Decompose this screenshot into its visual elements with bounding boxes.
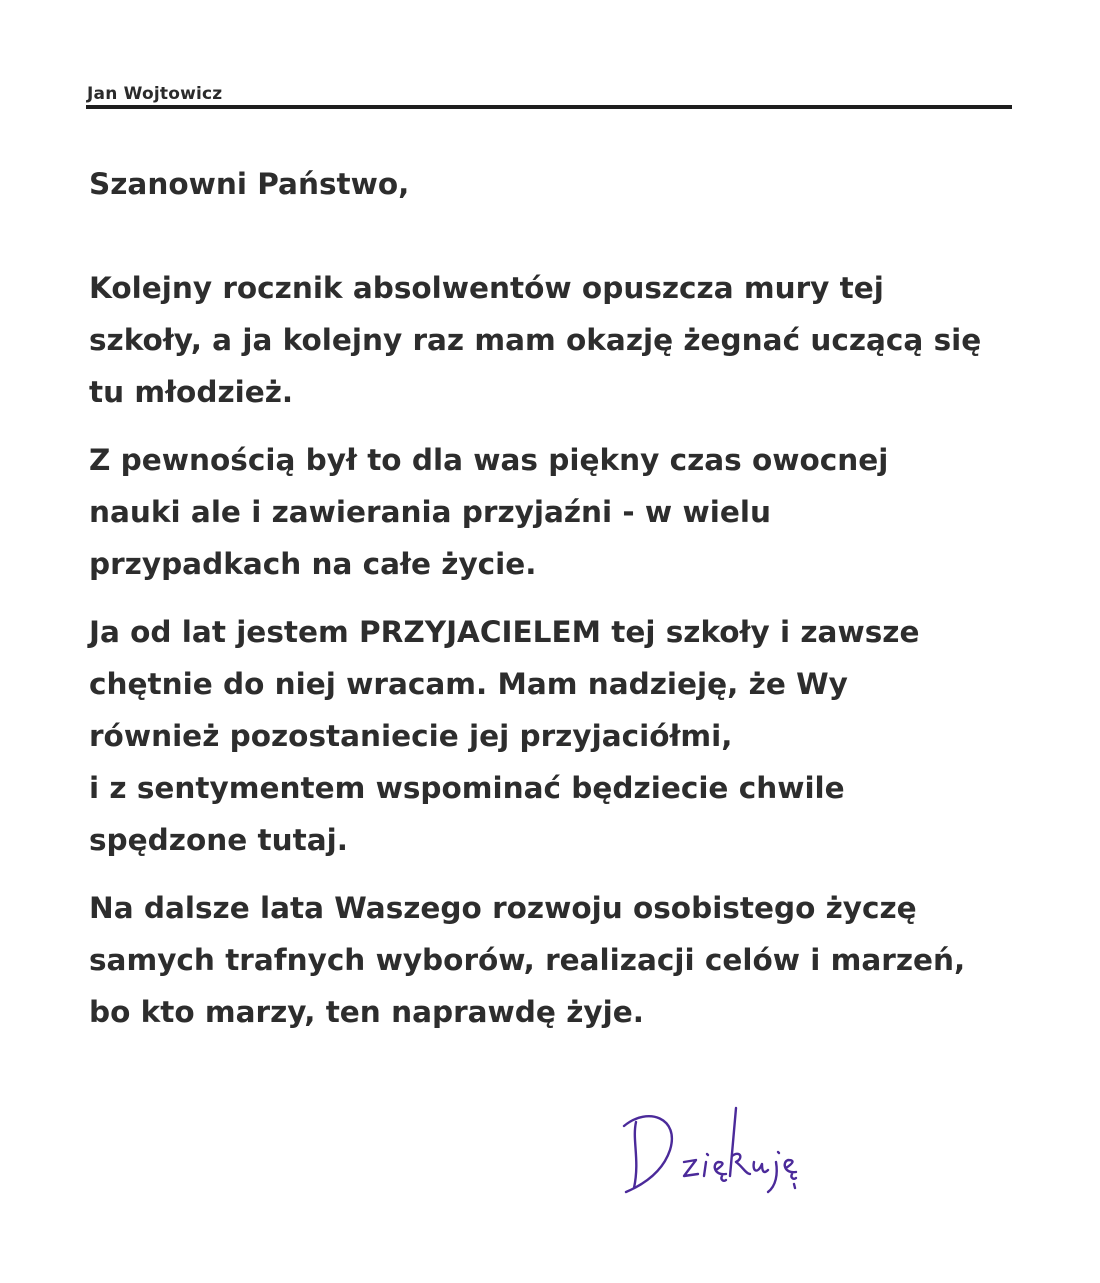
paragraph-line: samych trafnych wyborów, realizacji celów i marzeń, bbox=[89, 943, 966, 977]
paragraph-line: Na dalsze lata Waszego rozwoju osobistego życzę bbox=[89, 891, 917, 925]
paragraph-line: tu młodzież. bbox=[89, 375, 294, 409]
paragraph-line: i z sentymentem wspominać będziecie chwile bbox=[89, 771, 845, 805]
paragraph-line: chętnie do niej wracam. Mam nadzieję, że Wy bbox=[89, 667, 848, 701]
paragraph-1 bbox=[89, 262, 1019, 418]
letter-body bbox=[89, 158, 1019, 1054]
paragraph-2 bbox=[89, 434, 1019, 590]
paragraph-line: bo kto marzy, ten naprawdę żyje. bbox=[89, 995, 644, 1029]
paragraph-line: Kolejny rocznik absolwentów opuszcza mury tej bbox=[89, 271, 884, 305]
paragraph-line: spędzone tutaj. bbox=[89, 823, 348, 857]
paragraph-line: szkoły, a ja kolejny raz mam okazję żegnać uczącą się bbox=[89, 323, 982, 357]
paragraph-line: również pozostaniecie jej przyjaciółmi, bbox=[89, 719, 733, 753]
header-divider bbox=[86, 105, 1012, 109]
paragraph-3 bbox=[89, 606, 1019, 866]
paragraph-4 bbox=[89, 882, 1019, 1038]
paragraph-line: Z pewnością był to dla was piękny czas owocnej bbox=[89, 443, 889, 477]
handwritten-signature bbox=[618, 1100, 818, 1200]
salutation: Szanowni Państwo, bbox=[89, 167, 410, 201]
author-name: Jan Wojtowicz bbox=[87, 84, 223, 104]
paragraph-line: przypadkach na całe życie. bbox=[89, 547, 537, 581]
paragraph-line: nauki ale i zawierania przyjaźni - w wielu bbox=[89, 495, 771, 529]
paragraph-line: Ja od lat jestem PRZYJACIELEM tej szkoły i zawsze bbox=[89, 615, 920, 649]
